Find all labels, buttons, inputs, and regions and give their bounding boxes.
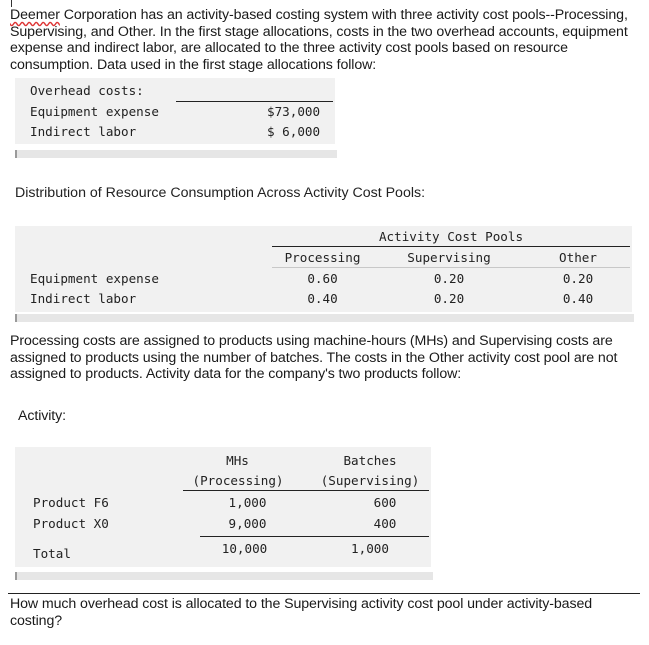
activity-table-scrollbar[interactable] [15,572,433,580]
overhead-row-value: $73,000 [267,104,321,119]
distribution-cell: 0.20 [562,271,594,286]
activity-total-rule [200,536,429,537]
overhead-table-scrollbar[interactable] [15,150,337,158]
column-header-other: Other [559,250,597,265]
activity-cell: 600 [373,495,397,510]
question-text: How much overhead cost is allocated to the Supervising activity cost pool under activity-based costing? [10,596,593,629]
column-header-mhs: MHs [226,453,249,468]
activity-cost-pools-rule [272,246,630,247]
overhead-row-label: Equipment expense [30,104,159,119]
distribution-cell: 0.40 [562,291,594,306]
activity-cell: 1,000 [228,495,267,510]
activity-label: Activity: [18,408,66,424]
activity-total-cell: 10,000 [221,541,268,556]
assignment-paragraph: Processing costs are assigned to products using machine-hours (MHs) and Supervising costs are assigned to products using the number of batches. The costs in the Other activity cost pool are not assigned to products. Activity data for the company's two products follow: [10,333,618,383]
intro-text: Corporation has an activity-based costing system with three activity cost pools--Processing, Supervising, and Other. In the first stage allocations, costs in the two overhead accounts, equipment expense and indirect labor, are allocated to the three activity cost pools based on resource consumption. Data used in the first stage allocations follow: [10,7,628,73]
activity-total-cell: 1,000 [351,541,389,556]
overhead-header-rule [176,101,333,102]
overhead-row-value: $ 6,000 [267,124,321,139]
distribution-cell: 0.60 [307,271,338,286]
column-header-processing: (Processing) [192,473,284,488]
activity-row-label: Product X0 [33,516,109,531]
overhead-header: Overhead costs: [30,83,144,98]
distribution-table-scrollbar[interactable] [15,314,634,322]
distribution-cell: 0.20 [433,291,465,306]
activity-cell: 400 [373,516,397,531]
activity-row-label: Product F6 [33,495,109,510]
activity-cell: 9,000 [228,516,267,531]
activity-cost-pools-header: Activity Cost Pools [378,229,524,244]
distribution-row-label: Equipment expense [30,271,159,286]
column-header-processing: Processing [284,250,361,265]
text-cursor [11,0,12,7]
column-header-rule [272,267,630,268]
question-divider [8,593,640,594]
activity-total-label: Total [33,546,71,561]
overhead-row-label: Indirect labor [30,124,137,139]
distribution-heading: Distribution of Resource Consumption Across Activity Cost Pools: [15,185,426,201]
column-header-supervising: (Supervising) [320,473,420,488]
column-header-batches: Batches [343,453,397,468]
distribution-row-label: Indirect labor [30,291,137,306]
intro-paragraph [10,7,636,73]
distribution-cell: 0.40 [307,291,338,306]
activity-header-rule [183,490,429,491]
column-header-supervising: Supervising [407,250,491,265]
distribution-cell: 0.20 [433,271,465,286]
company-name: Deemer [10,7,60,23]
